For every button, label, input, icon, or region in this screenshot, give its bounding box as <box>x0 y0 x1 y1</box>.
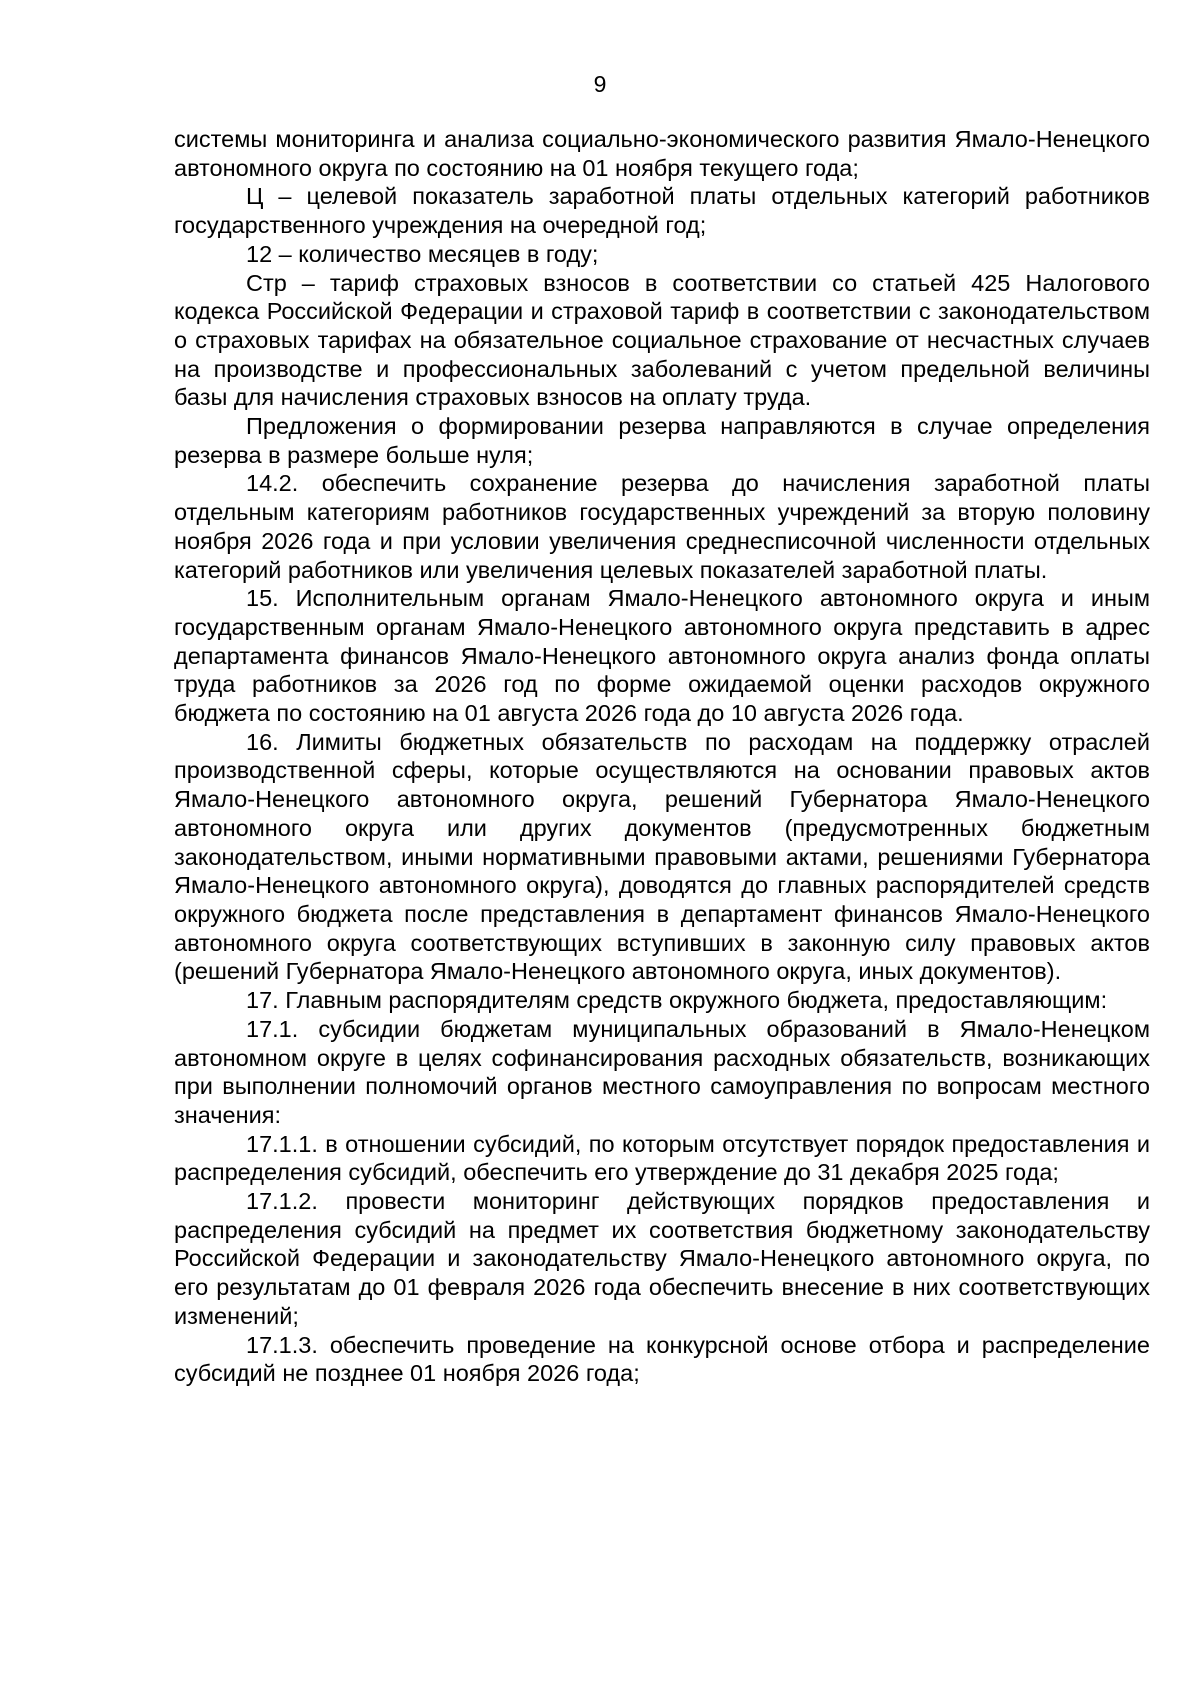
paragraph-17-1: 17.1. субсидии бюджетам муниципальных образований в Ямало-Ненецком автономном округе в целях софинансирования расходных обязательств, возникающих при выполнении полномочий органов местного самоуправления по вопросам местного значения: <box>174 1015 1150 1128</box>
paragraph-16: 16. Лимиты бюджетных обязательств по расходам на поддержку отраслей производственной сферы, которые осуществляются на основании правовых актов Ямало-Ненецкого автономного округа, решений Губернатора Ямало-Ненецкого автономного округа или других документов (предусмотренных бюджетным законодательством, иными нормативными правовыми актами, решениями Губернатора Ямало-Ненецкого автономного округа), доводятся до главных распорядителей средств окружного бюджета после представления в департамент финансов Ямало-Ненецкого автономного округа соответствующих вступивших в законную силу правовых актов (решений Губернатора Ямало-Ненецкого автономного округа, иных документов). <box>174 728 1150 985</box>
paragraph-17-1-1: 17.1.1. в отношении субсидий, по которым отсутствует порядок предоставления и распределения субсидий, обеспечить его утверждение до 31 декабря 2025 года; <box>174 1130 1150 1186</box>
paragraph-17: 17. Главным распорядителям средств окружного бюджета, предоставляющим: <box>246 987 1108 1014</box>
paragraph-insurance-tariff: Стр – тариф страховых взносов в соответствии со статьей 425 Налогового кодекса Российской Федерации и страховой тариф в соответствии с законодательством о страховых тарифах на обязательное социальное страхование от несчастных случаев на производстве и профессиональных заболеваний с учетом предельной величины базы для начисления страховых взносов на оплату труда. <box>174 269 1150 411</box>
paragraph-target-indicator: Ц – целевой показатель заработной платы отдельных категорий работников государственного учреждения на очередной год; <box>174 183 1150 239</box>
paragraph-continuation: системы мониторинга и анализа социально-экономического развития Ямало-Ненецкого автономного округа по состоянию на 01 ноября текущего года; <box>174 126 1150 181</box>
paragraph-14-2: 14.2. обеспечить сохранение резерва до начисления заработной платы отдельным категориям работников государственных учреждений за вторую половину ноября 2026 года и при условии увеличения среднесписочной численности отдельных категорий работников или увеличения целевых показателей заработной платы. <box>174 470 1150 583</box>
paragraph-reserve-proposals: Предложения о формировании резерва направляются в случае определения резерва в размере больше нуля; <box>174 413 1150 468</box>
paragraph-17-1-3: 17.1.3. обеспечить проведение на конкурсной основе отбора и распределение субсидий не позднее 01 ноября 2026 года; <box>174 1331 1150 1387</box>
document-body <box>174 125 1150 1388</box>
paragraph-15: 15. Исполнительным органам Ямало-Ненецкого автономного округа и иным государственным органам Ямало-Ненецкого автономного округа представить в адрес департамента финансов Ямало-Ненецкого автономного округа анализ фонда оплаты труда работников за 2026 год по форме ожидаемой оценки расходов окружного бюджета по состоянию на 01 августа 2026 года до 10 августа 2026 года. <box>174 585 1150 727</box>
paragraph-17-1-2: 17.1.2. провести мониторинг действующих порядков предоставления и распределения субсидий на предмет их соответствия бюджетному законодательству Российской Федерации и законодательству Ямало-Ненецкого автономного округа, по его результатам до 01 февраля 2026 года обеспечить внесение в них соответствующих изменений; <box>174 1188 1150 1329</box>
paragraph-months: 12 – количество месяцев в году; <box>246 240 599 267</box>
page-number: 9 <box>593 71 607 97</box>
